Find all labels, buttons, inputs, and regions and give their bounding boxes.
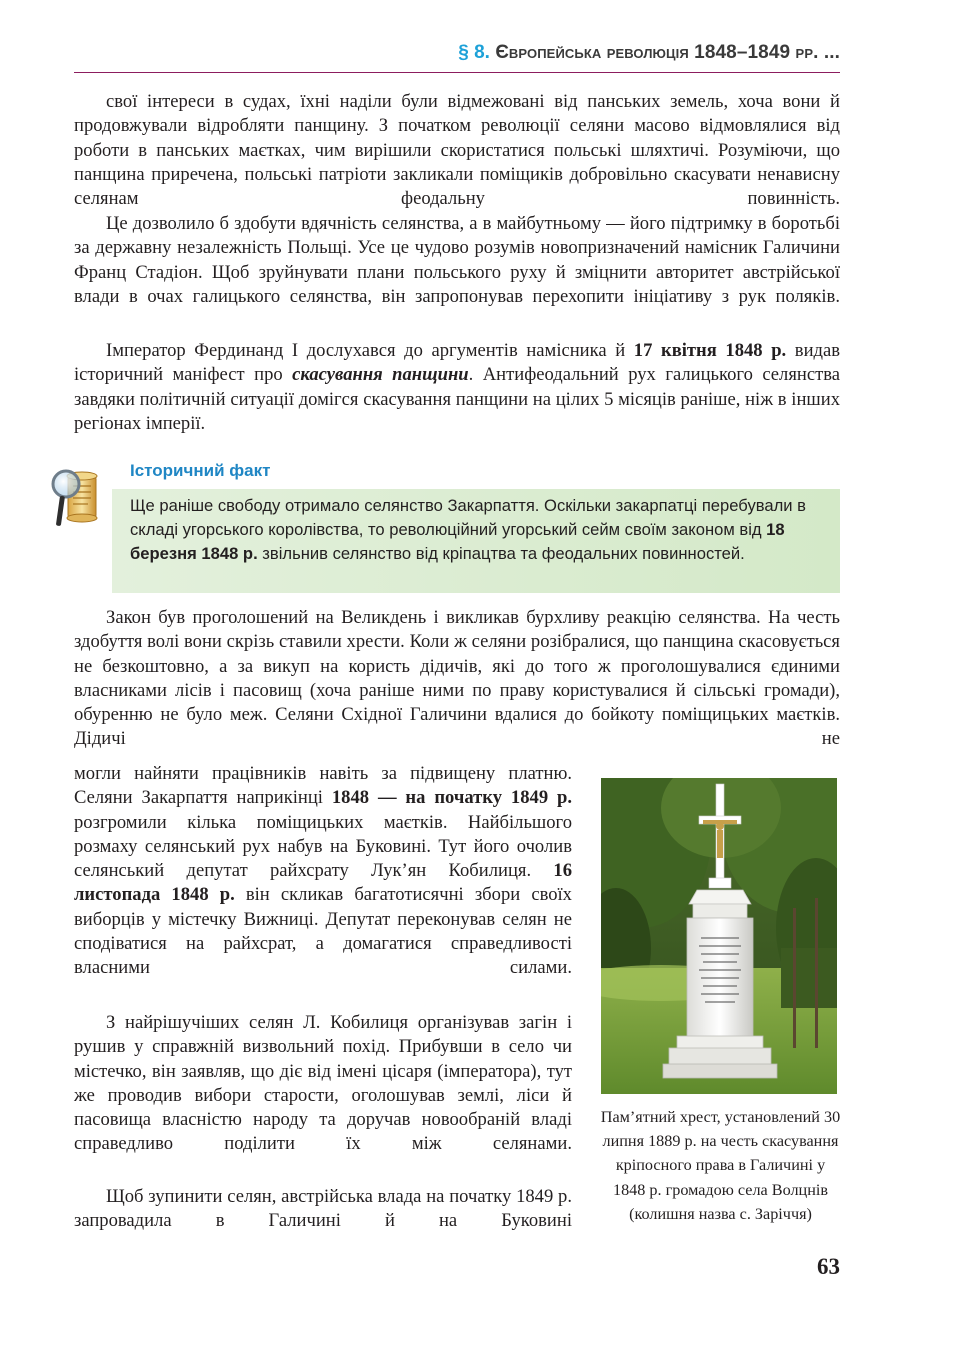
paragraph-6: З найрішучіших селян Л. Кобилиця організував загін і рушив у справжній визвольний похід. Прибувши в село чи містечко, він заявляв, що діє від імені цісаря (імператора), тут же проводив вибори старости, оголошував землі, ліси й пасовища власністю народу та доручав новообраній владі справедливо поділити їх між селянами. bbox=[74, 1012, 572, 1155]
paragraph-1: свої інтереси в судах, їхні наділи були відмежовані від панських земель, хоча вони й продовжували відробляти панщину. З початком революції селяни масово відмовлялися від роботи в панських маєтках, чим вирішили скористатися польські шляхтичі. Розуміючи, що панщина приречена, польські патріоти закликали поміщиків добровільно скасувати ненависну селянам феодальну повинність. bbox=[74, 91, 840, 210]
text-span: Ще раніше свободу отримало селянство Закарпаття. Оскільки закарпатці перебували в складі угорського королівства, то революційний угорський сейм своїм законом від bbox=[130, 496, 806, 539]
fact-title: Історичний факт bbox=[130, 461, 271, 480]
date-bold: 18 березня 1848 р. bbox=[130, 520, 785, 563]
key-term: скасування панщини bbox=[292, 364, 469, 386]
text-span: . Антифеодальний рух галицького селянства завдяки політичній ситуації домігся скасування панщини на цілих 5 місяців раніше, ніж в інших регіонах імперії. bbox=[74, 364, 841, 434]
text-span: могли найняти працівників навіть за підвищену платню. Селяни Закарпаття наприкінці bbox=[74, 763, 572, 809]
date-bold: 16 листопада 1848 р. bbox=[74, 860, 572, 906]
text-span: Імператор Фердинанд I дослухався до аргументів намісника й bbox=[106, 340, 634, 361]
text-span: видав історичний маніфест про bbox=[74, 340, 841, 386]
text-span: він скликав багатотисячні збори своїх виборців у містечку Вижниці. Депутат переконував селян не сподіватися на райхсрат, а домагатися справедливості власними силами. bbox=[74, 884, 572, 979]
text-span: звільнив селянство від кріпацтва та феодальних повинностей. bbox=[257, 544, 745, 563]
date-bold: 1848 — на початку 1849 р. bbox=[331, 787, 572, 809]
paragraph-5 bbox=[74, 762, 572, 981]
memorial-cross-photo bbox=[601, 778, 837, 1094]
paragraph-4: Закон був проголошений на Великдень і викликав бурхливу реакцію селянства. На честь здобуття волі вони скрізь ставили хрести. Коли ж селяни розібралися, що панщина скасовується не безкоштовно, а за викуп на користь дідичів, які до того ж проголошувалися єдиними власниками лісів і пасовищ (хоча раніше ними по праву користувалися й сільські громади), обуренню не було меж. Селяни Східної Галичини вдалися до бойкоту поміщицьких маєтків. Дідичі не bbox=[74, 607, 840, 750]
fact-text bbox=[130, 494, 830, 566]
scroll-magnifier-icon bbox=[48, 462, 104, 536]
page-number: 63 bbox=[817, 1254, 840, 1279]
paragraph-3 bbox=[74, 339, 840, 436]
photo-caption: Пам’ятний хрест, установлений 30 липня 1889 р. на честь скасування кріпосного права в Галичині у 1848 р. громадою села Волцнів (колишня назва с. Заріччя) bbox=[600, 1108, 841, 1223]
date-bold: 17 квітня 1848 р. bbox=[633, 340, 787, 361]
paragraph-7: Щоб зупинити селян, австрійська влада на початку 1849 р. запровадила в Галичині й на Буковині bbox=[74, 1186, 572, 1232]
running-header bbox=[74, 38, 840, 73]
text-span: розгромили кілька поміщицьких маєтків. Найбільшого розмаху селянський рух набув на Буковині. Тут його очолив селянський депутат райхсрату Лук’ян Кобилиця. bbox=[74, 811, 572, 882]
paragraph-2: Це дозволило б здобути вдячність селянства, а в майбутньому — його підтримку в боротьбі за державну незалежність Польщі. Усе це чудово розумів новопризначений намісник Галичини Франц Стадіон. Щоб зруйнувати плани польського руху й зміцнити авторитет австрійської влади в очах галицького селянства, він запропонував перехопити ініціативу з рук поляків. bbox=[74, 213, 840, 307]
section-number: § 8. bbox=[458, 42, 490, 63]
section-title: Європейська революція 1848–1849 рр. ... bbox=[489, 42, 840, 63]
